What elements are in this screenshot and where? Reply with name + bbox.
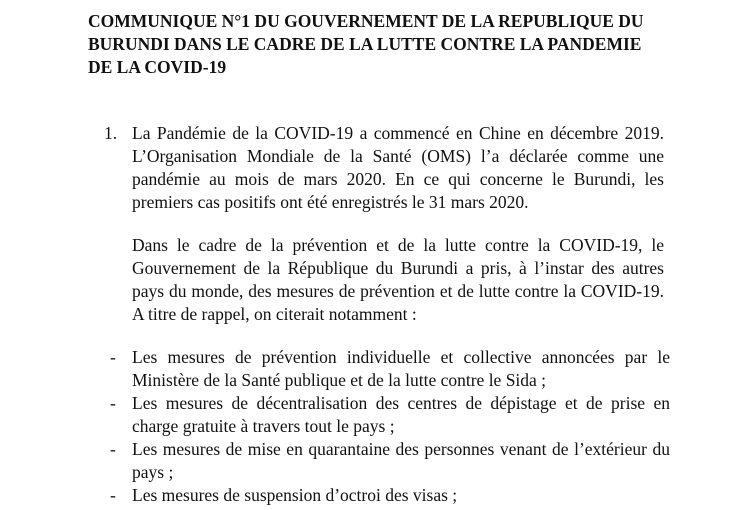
bullet-dash: -	[110, 347, 116, 367]
title-line-1: COMMUNIQUE N°1 DU GOUVERNEMENT DE LA REPUBLIQUE DU	[88, 11, 644, 31]
list-item	[110, 438, 670, 484]
measures-list	[110, 346, 670, 507]
title-line-3: DE LA COVID-19	[88, 57, 227, 77]
list-item	[110, 346, 670, 392]
bullet-dash: -	[110, 439, 116, 459]
title-line-2: BURUNDI DANS LE CADRE DE LA LUTTE CONTRE LA PANDEMIE	[88, 34, 642, 54]
list-item	[110, 392, 670, 438]
bullet-dash: -	[110, 393, 116, 413]
paragraph-1: La Pandémie de la COVID-19 a commencé en Chine en décembre 2019. L’Organisation Mondiale de la Santé (OMS) l’a déclarée comme une pandémie au mois de mars 2020. En ce qui concerne le Burundi, les premiers cas positifs ont été enregistrés le 31 mars 2020.	[132, 123, 664, 212]
list-item	[110, 484, 670, 507]
list-item-text: Les mesures de mise en quarantaine des personnes venant de l’extérieur du pays ;	[132, 439, 670, 482]
document-title	[88, 10, 688, 79]
item-number: 1.	[104, 123, 118, 143]
list-item-text: Les mesures de décentralisation des centres de dépistage et de prise en charge gratuite à travers tout le pays ;	[132, 393, 670, 436]
bullet-dash: -	[110, 485, 116, 505]
paragraph-2: Dans le cadre de la prévention et de la lutte contre la COVID-19, le Gouvernement de la République du Burundi a pris, à l’instar des autres pays du monde, des mesures de prévention et de lutte contre la COVID-19. A titre de rappel, on citerait notamment :	[132, 235, 664, 324]
list-item-text: Les mesures de suspension d’octroi des visas ;	[132, 485, 458, 505]
list-item-text: Les mesures de prévention individuelle et collective annoncées par le Ministère de la Santé publique et de la lutte contre le Sida ;	[132, 347, 670, 390]
